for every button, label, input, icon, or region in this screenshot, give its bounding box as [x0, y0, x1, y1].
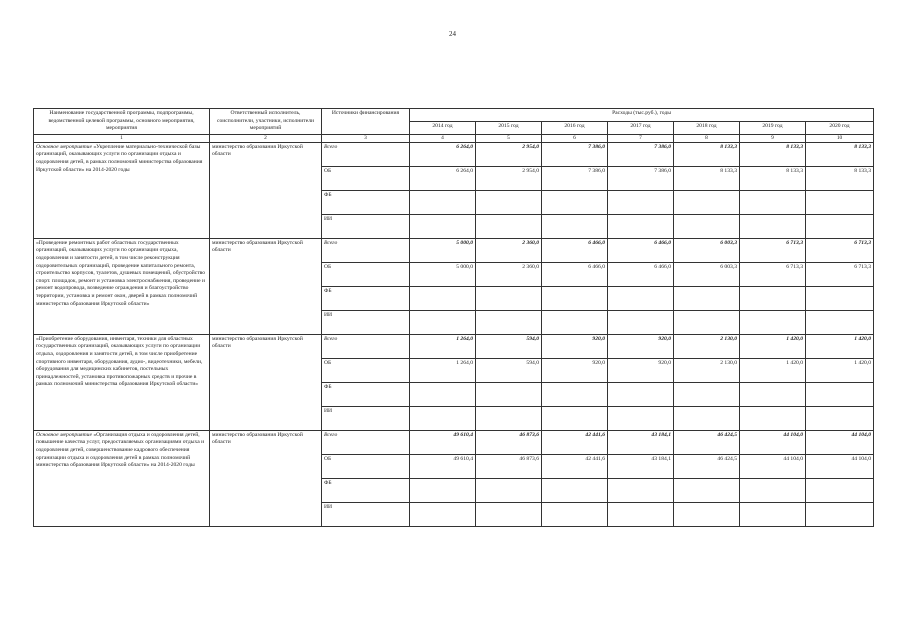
column-number: 2 [210, 134, 322, 142]
amount-cell: 1 420,0 [740, 334, 806, 358]
amount-cell [542, 214, 608, 238]
amount-cell: 920,0 [608, 334, 674, 358]
activity-title: «Укрепление материально-технической базы организаций, оказывающих услуги по организации отдыха и оздоровления детей, в рамках полномочий министерства образования Иркутской области» на 2014-2020 годы [36, 143, 203, 173]
activity-executor: министерство образования Иркутской области [210, 430, 322, 526]
amount-cell [476, 310, 542, 334]
amount-cell: 2 360,0 [476, 262, 542, 286]
funding-source: Всего [322, 430, 410, 454]
funding-source: ОБ [322, 358, 410, 382]
table-row [34, 334, 874, 358]
amount-cell [806, 502, 874, 526]
amount-cell: 920,0 [608, 358, 674, 382]
header-year: 2018 год [674, 121, 740, 134]
amount-cell: 7 386,0 [608, 166, 674, 190]
amount-cell [806, 478, 874, 502]
funding-source: ФБ [322, 478, 410, 502]
column-number: 6 [542, 134, 608, 142]
amount-cell: 2 130,0 [674, 334, 740, 358]
column-number: 4 [410, 134, 476, 142]
amount-cell: 1 420,0 [806, 334, 874, 358]
column-number: 10 [806, 134, 874, 142]
amount-cell: 594,0 [476, 334, 542, 358]
amount-cell: 8 133,3 [806, 142, 874, 166]
header-year: 2015 год [476, 121, 542, 134]
amount-cell: 46 873,6 [476, 430, 542, 454]
amount-cell: 44 104,0 [806, 430, 874, 454]
amount-cell [806, 286, 874, 310]
page-number: 24 [449, 30, 456, 38]
amount-cell [806, 406, 874, 430]
amount-cell [542, 286, 608, 310]
amount-cell: 46 424,5 [674, 430, 740, 454]
amount-cell [542, 502, 608, 526]
funding-source: ИИ [322, 406, 410, 430]
funding-source: Всего [322, 142, 410, 166]
column-number: 8 [674, 134, 740, 142]
amount-cell [608, 478, 674, 502]
amount-cell: 6 264,0 [410, 166, 476, 190]
table-row [34, 238, 874, 262]
amount-cell [608, 214, 674, 238]
amount-cell [608, 286, 674, 310]
amount-cell [542, 478, 608, 502]
activity-name [34, 238, 210, 334]
amount-cell: 1 264,0 [410, 358, 476, 382]
amount-cell: 7 386,0 [608, 142, 674, 166]
amount-cell: 6 466,0 [608, 238, 674, 262]
column-numbers-row [34, 134, 874, 142]
amount-cell [740, 502, 806, 526]
amount-cell [674, 286, 740, 310]
amount-cell: 43 184,1 [608, 430, 674, 454]
amount-cell: 42 441,6 [542, 454, 608, 478]
funding-source: ФБ [322, 190, 410, 214]
amount-cell [740, 286, 806, 310]
amount-cell: 6 713,3 [806, 262, 874, 286]
funding-source: ОБ [322, 166, 410, 190]
amount-cell [674, 214, 740, 238]
amount-cell [806, 310, 874, 334]
amount-cell: 2 954,0 [476, 142, 542, 166]
amount-cell [674, 382, 740, 406]
activity-title: «Организация отдыха и оздоровления детей, повышение качества услуг, предоставляемых организациями отдыха и оздоровления детей, совершенствование кадрового обеспечения организации отдыха и оздоровления детей в рамках полномочий министерства образования Иркутской области» на 2014-2020 годы [36, 431, 205, 469]
amount-cell [608, 382, 674, 406]
amount-cell [542, 190, 608, 214]
amount-cell: 6 003,3 [674, 238, 740, 262]
amount-cell: 5 000,0 [410, 238, 476, 262]
funding-source: ОБ [322, 454, 410, 478]
amount-cell: 44 104,0 [740, 454, 806, 478]
amount-cell: 6 466,0 [542, 262, 608, 286]
column-number: 3 [322, 134, 410, 142]
funding-source: ИИ [322, 502, 410, 526]
amount-cell: 6 713,3 [740, 262, 806, 286]
amount-cell [542, 310, 608, 334]
column-number: 5 [476, 134, 542, 142]
funding-source: ФБ [322, 286, 410, 310]
amount-cell [674, 406, 740, 430]
amount-cell [740, 214, 806, 238]
header-source: Источники финансирования [322, 109, 410, 135]
activity-name [34, 142, 210, 238]
amount-cell: 42 441,6 [542, 430, 608, 454]
funding-source: Всего [322, 334, 410, 358]
amount-cell: 6 003,3 [674, 262, 740, 286]
amount-cell [740, 310, 806, 334]
amount-cell [806, 190, 874, 214]
amount-cell [410, 190, 476, 214]
amount-cell: 2 130,0 [674, 358, 740, 382]
funding-source: ОБ [322, 262, 410, 286]
amount-cell: 43 184,1 [608, 454, 674, 478]
header-name: Наименование государственной программы, подпрограммы, ведомственной целевой программы, основного мероприятия, мероприятия [34, 109, 210, 135]
amount-cell [542, 406, 608, 430]
amount-cell: 920,0 [542, 334, 608, 358]
amount-cell [476, 286, 542, 310]
budget-table [33, 108, 874, 527]
amount-cell: 2 954,0 [476, 166, 542, 190]
table-body [34, 142, 874, 526]
amount-cell [410, 478, 476, 502]
amount-cell [608, 310, 674, 334]
header-year: 2019 год [740, 121, 806, 134]
amount-cell [476, 406, 542, 430]
amount-cell: 46 873,6 [476, 454, 542, 478]
column-number: 7 [608, 134, 674, 142]
amount-cell [410, 502, 476, 526]
amount-cell: 7 386,0 [542, 166, 608, 190]
amount-cell: 1 420,0 [806, 358, 874, 382]
activity-title: «Проведение ремонтных работ областных государственных организаций, оказывающих услуги по организации отдыха, оздоровления и занятости детей, в том числе реконструкция оздоровительных организаций, проведение капитального ремонта, строительство корпусов, туалетов, душевых помещений, обустройство спорт. площадок, ремонт и установка электроснабжения, проведение и ремонт водопровода, возведение ограждения и благоустройство территории, установка и ремонт окон, дверей в рамках полномочий министерства образования Иркутской области» [36, 239, 206, 307]
amount-cell: 49 610,4 [410, 454, 476, 478]
amount-cell: 5 000,0 [410, 262, 476, 286]
amount-cell [410, 382, 476, 406]
amount-cell [410, 406, 476, 430]
activity-lead: Основное мероприятие [36, 143, 92, 150]
amount-cell [674, 502, 740, 526]
amount-cell: 594,0 [476, 358, 542, 382]
amount-cell: 8 133,3 [740, 166, 806, 190]
activity-title: «Приобретение оборудования, инвентаря, техники для областных государственных организаций, оказывающих услуги по организации отдыха, оздоровления и занятости детей, в том числе приобретение спортивного инвентаря, оборудования, аудио-, видеотехники, мебели, оборудования для медицинских кабинетов, постельных принадлежностей, установка противопожарных средств и прочие в рамках полномочий министерства образования Иркутской области» [36, 335, 203, 388]
activity-executor: министерство образования Иркутской области [210, 142, 322, 238]
column-number: 1 [34, 134, 210, 142]
amount-cell: 6 466,0 [542, 238, 608, 262]
funding-source: ФБ [322, 382, 410, 406]
amount-cell [608, 502, 674, 526]
amount-cell [806, 382, 874, 406]
amount-cell: 49 610,4 [410, 430, 476, 454]
amount-cell [476, 382, 542, 406]
amount-cell [608, 406, 674, 430]
amount-cell: 6 713,3 [806, 238, 874, 262]
amount-cell [740, 190, 806, 214]
column-number: 9 [740, 134, 806, 142]
amount-cell [740, 382, 806, 406]
amount-cell [674, 478, 740, 502]
amount-cell: 8 133,3 [806, 166, 874, 190]
amount-cell [476, 190, 542, 214]
amount-cell [410, 214, 476, 238]
amount-cell [806, 214, 874, 238]
amount-cell [740, 406, 806, 430]
amount-cell: 7 386,0 [542, 142, 608, 166]
activity-executor: министерство образования Иркутской области [210, 238, 322, 334]
amount-cell [476, 214, 542, 238]
amount-cell [476, 478, 542, 502]
amount-cell: 6 713,3 [740, 238, 806, 262]
header-expenses: Расходы (тыс.руб.), годы [410, 109, 874, 122]
amount-cell: 920,0 [542, 358, 608, 382]
table-row [34, 142, 874, 166]
amount-cell: 8 133,3 [674, 166, 740, 190]
funding-source: ИИ [322, 214, 410, 238]
amount-cell: 6 264,0 [410, 142, 476, 166]
funding-source: Всего [322, 238, 410, 262]
amount-cell [410, 286, 476, 310]
amount-cell: 1 420,0 [740, 358, 806, 382]
amount-cell [476, 502, 542, 526]
amount-cell: 8 133,3 [674, 142, 740, 166]
header-year: 2020 год [806, 121, 874, 134]
activity-lead: Основное мероприятие [36, 431, 92, 438]
header-year: 2014 год [410, 121, 476, 134]
amount-cell [674, 310, 740, 334]
amount-cell [740, 478, 806, 502]
amount-cell [410, 310, 476, 334]
activity-name [34, 334, 210, 430]
amount-cell: 2 360,0 [476, 238, 542, 262]
amount-cell [674, 190, 740, 214]
header-year: 2016 год [542, 121, 608, 134]
funding-source: ИИ [322, 310, 410, 334]
amount-cell: 44 104,0 [806, 454, 874, 478]
amount-cell [608, 190, 674, 214]
activity-name [34, 430, 210, 526]
amount-cell: 8 133,3 [740, 142, 806, 166]
amount-cell: 44 104,0 [740, 430, 806, 454]
amount-cell: 6 466,0 [608, 262, 674, 286]
header-executor: Ответственный исполнитель, соисполнители, участники, исполнители мероприятий [210, 109, 322, 135]
table-row [34, 430, 874, 454]
amount-cell: 46 424,5 [674, 454, 740, 478]
activity-executor: министерство образования Иркутской области [210, 334, 322, 430]
header-year: 2017 год [608, 121, 674, 134]
amount-cell [542, 382, 608, 406]
amount-cell: 1 264,0 [410, 334, 476, 358]
